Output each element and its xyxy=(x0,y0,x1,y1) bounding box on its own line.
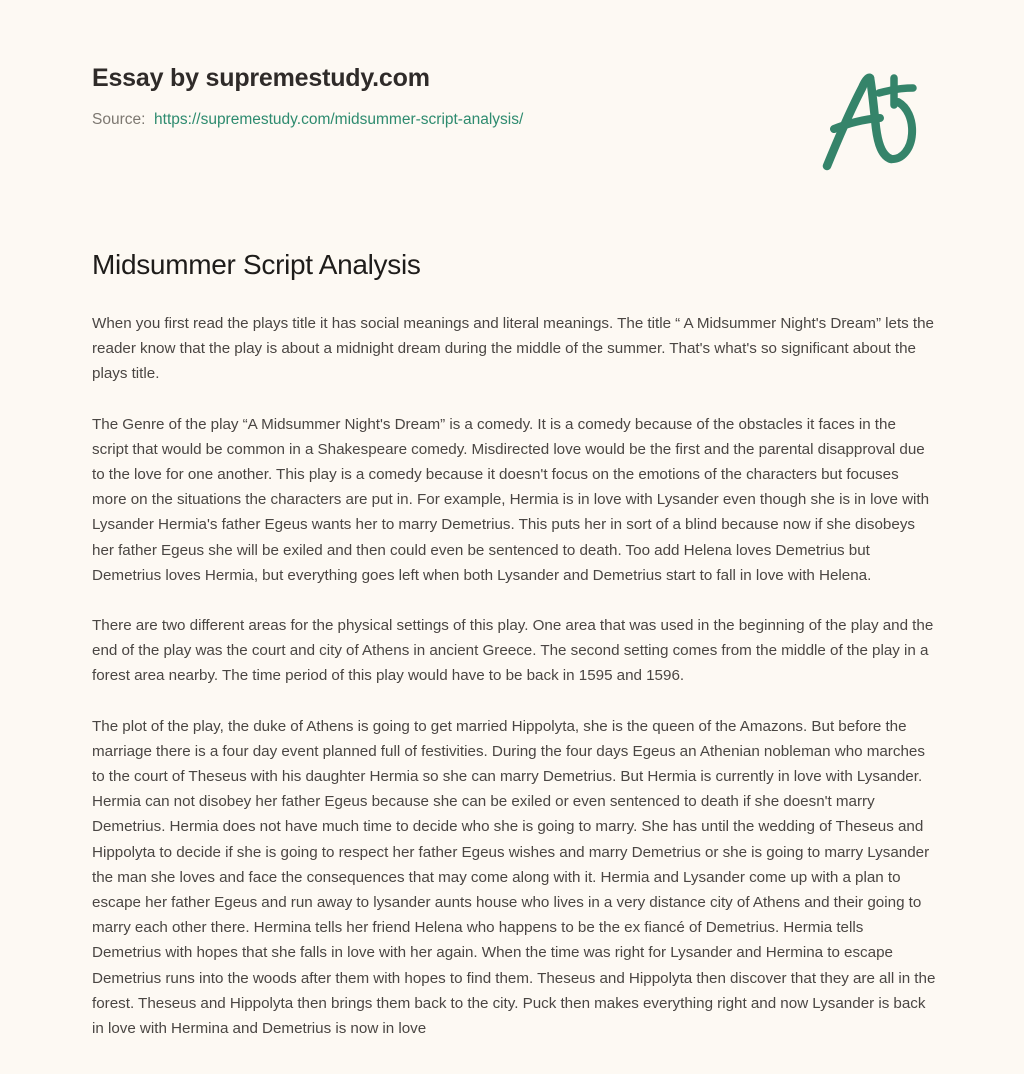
paragraph: There are two different areas for the physical settings of this play. One area that was used in the beginning of the play and the end of the play was the court and city of Athens in ancient Greece. The second setting comes from the middle of the play in a forest area nearby. The time period of this play would have to be back in 1595 and 1596. xyxy=(92,617,934,685)
paragraph: The Genre of the play “A Midsummer Night's Dream” is a comedy. It is a comedy because of the obstacles it faces in the script that would be common in a Shakespeare comedy. Misdirected love would be the first and the parental disapproval due to the love for one another. This play is a comedy because it doesn't focus on the emotions of the characters but focuses more on the situations the characters are put in. For example, Hermia is in love with Lysander even though she is in love with Lysander Hermia's father Egeus wants her to marry Demetrius. This puts her in sort of a blind because now if she disobeys her father Egeus she will be exiled and then could even be sentenced to death. Too add Helena loves Demetrius but Demetrius loves Hermia, but everything goes left when both Lysander and Demetrius start to fall in love with Helena. xyxy=(92,415,930,584)
source-url-link[interactable]: https://supremestudy.com/midsummer-script-analysis/ xyxy=(154,111,524,128)
article-body xyxy=(92,311,936,1041)
page-header xyxy=(0,0,1024,200)
page-title: Midsummer Script Analysis xyxy=(92,249,421,280)
brand-title: Essay by supremestudy.com xyxy=(92,64,430,92)
article xyxy=(92,247,936,1041)
paragraph: When you first read the plays title it has social meanings and literal meanings. The title “ A Midsummer Night's Dream” lets the reader know that the play is about a midnight dream during the middle of the summer. That's what's so significant about the plays title. xyxy=(92,315,935,383)
a-plus-logo-icon xyxy=(812,66,926,176)
a-plus-logo-svg xyxy=(812,66,926,176)
source-line xyxy=(92,110,792,130)
brand-block xyxy=(92,62,792,130)
paragraph: The plot of the play, the duke of Athens is going to get married Hippolyta, she is the queen of the Amazons. But before the marriage there is a four day event planned full of festivities. During the four days Egeus an Athenian nobleman who marches to the court of Theseus with his daughter Hermia so she can marry Demetrius. But Hermia is currently in love with Lysander. Hermia can not disobey her father Egeus because she can be exiled or even sentenced to death if she doesn't marry Demetrius. Hermia does not have much time to decide who she is going to marry. She has until the wedding of Theseus and Hippolyta to decide if she is going to respect her father Egeus wishes and marry Demetrius or she is going to marry Lysander the man she loves and face the consequences that may come along with it. Hermia and Lysander come up with a plan to escape her father Egeus and run away to lysander aunts house who lives in a very distance city of Athens and their going to marry each other there. Hermina tells her friend Helena who happens to be the ex fiancé of Demetrius. Hermia tells Demetrius with hopes that she falls in love with her again. When the time was right for Lysander and Hermina to escape Demetrius runs into the woods after them with hopes to find them. Theseus and Hippolyta then discover that they are all in the forest. Theseus and Hippolyta then brings them back to the city. Puck then makes everything right and now Lysander is back in love with Hermina and Demetrius is now in love xyxy=(92,717,936,1038)
source-label: Source: xyxy=(92,111,146,128)
